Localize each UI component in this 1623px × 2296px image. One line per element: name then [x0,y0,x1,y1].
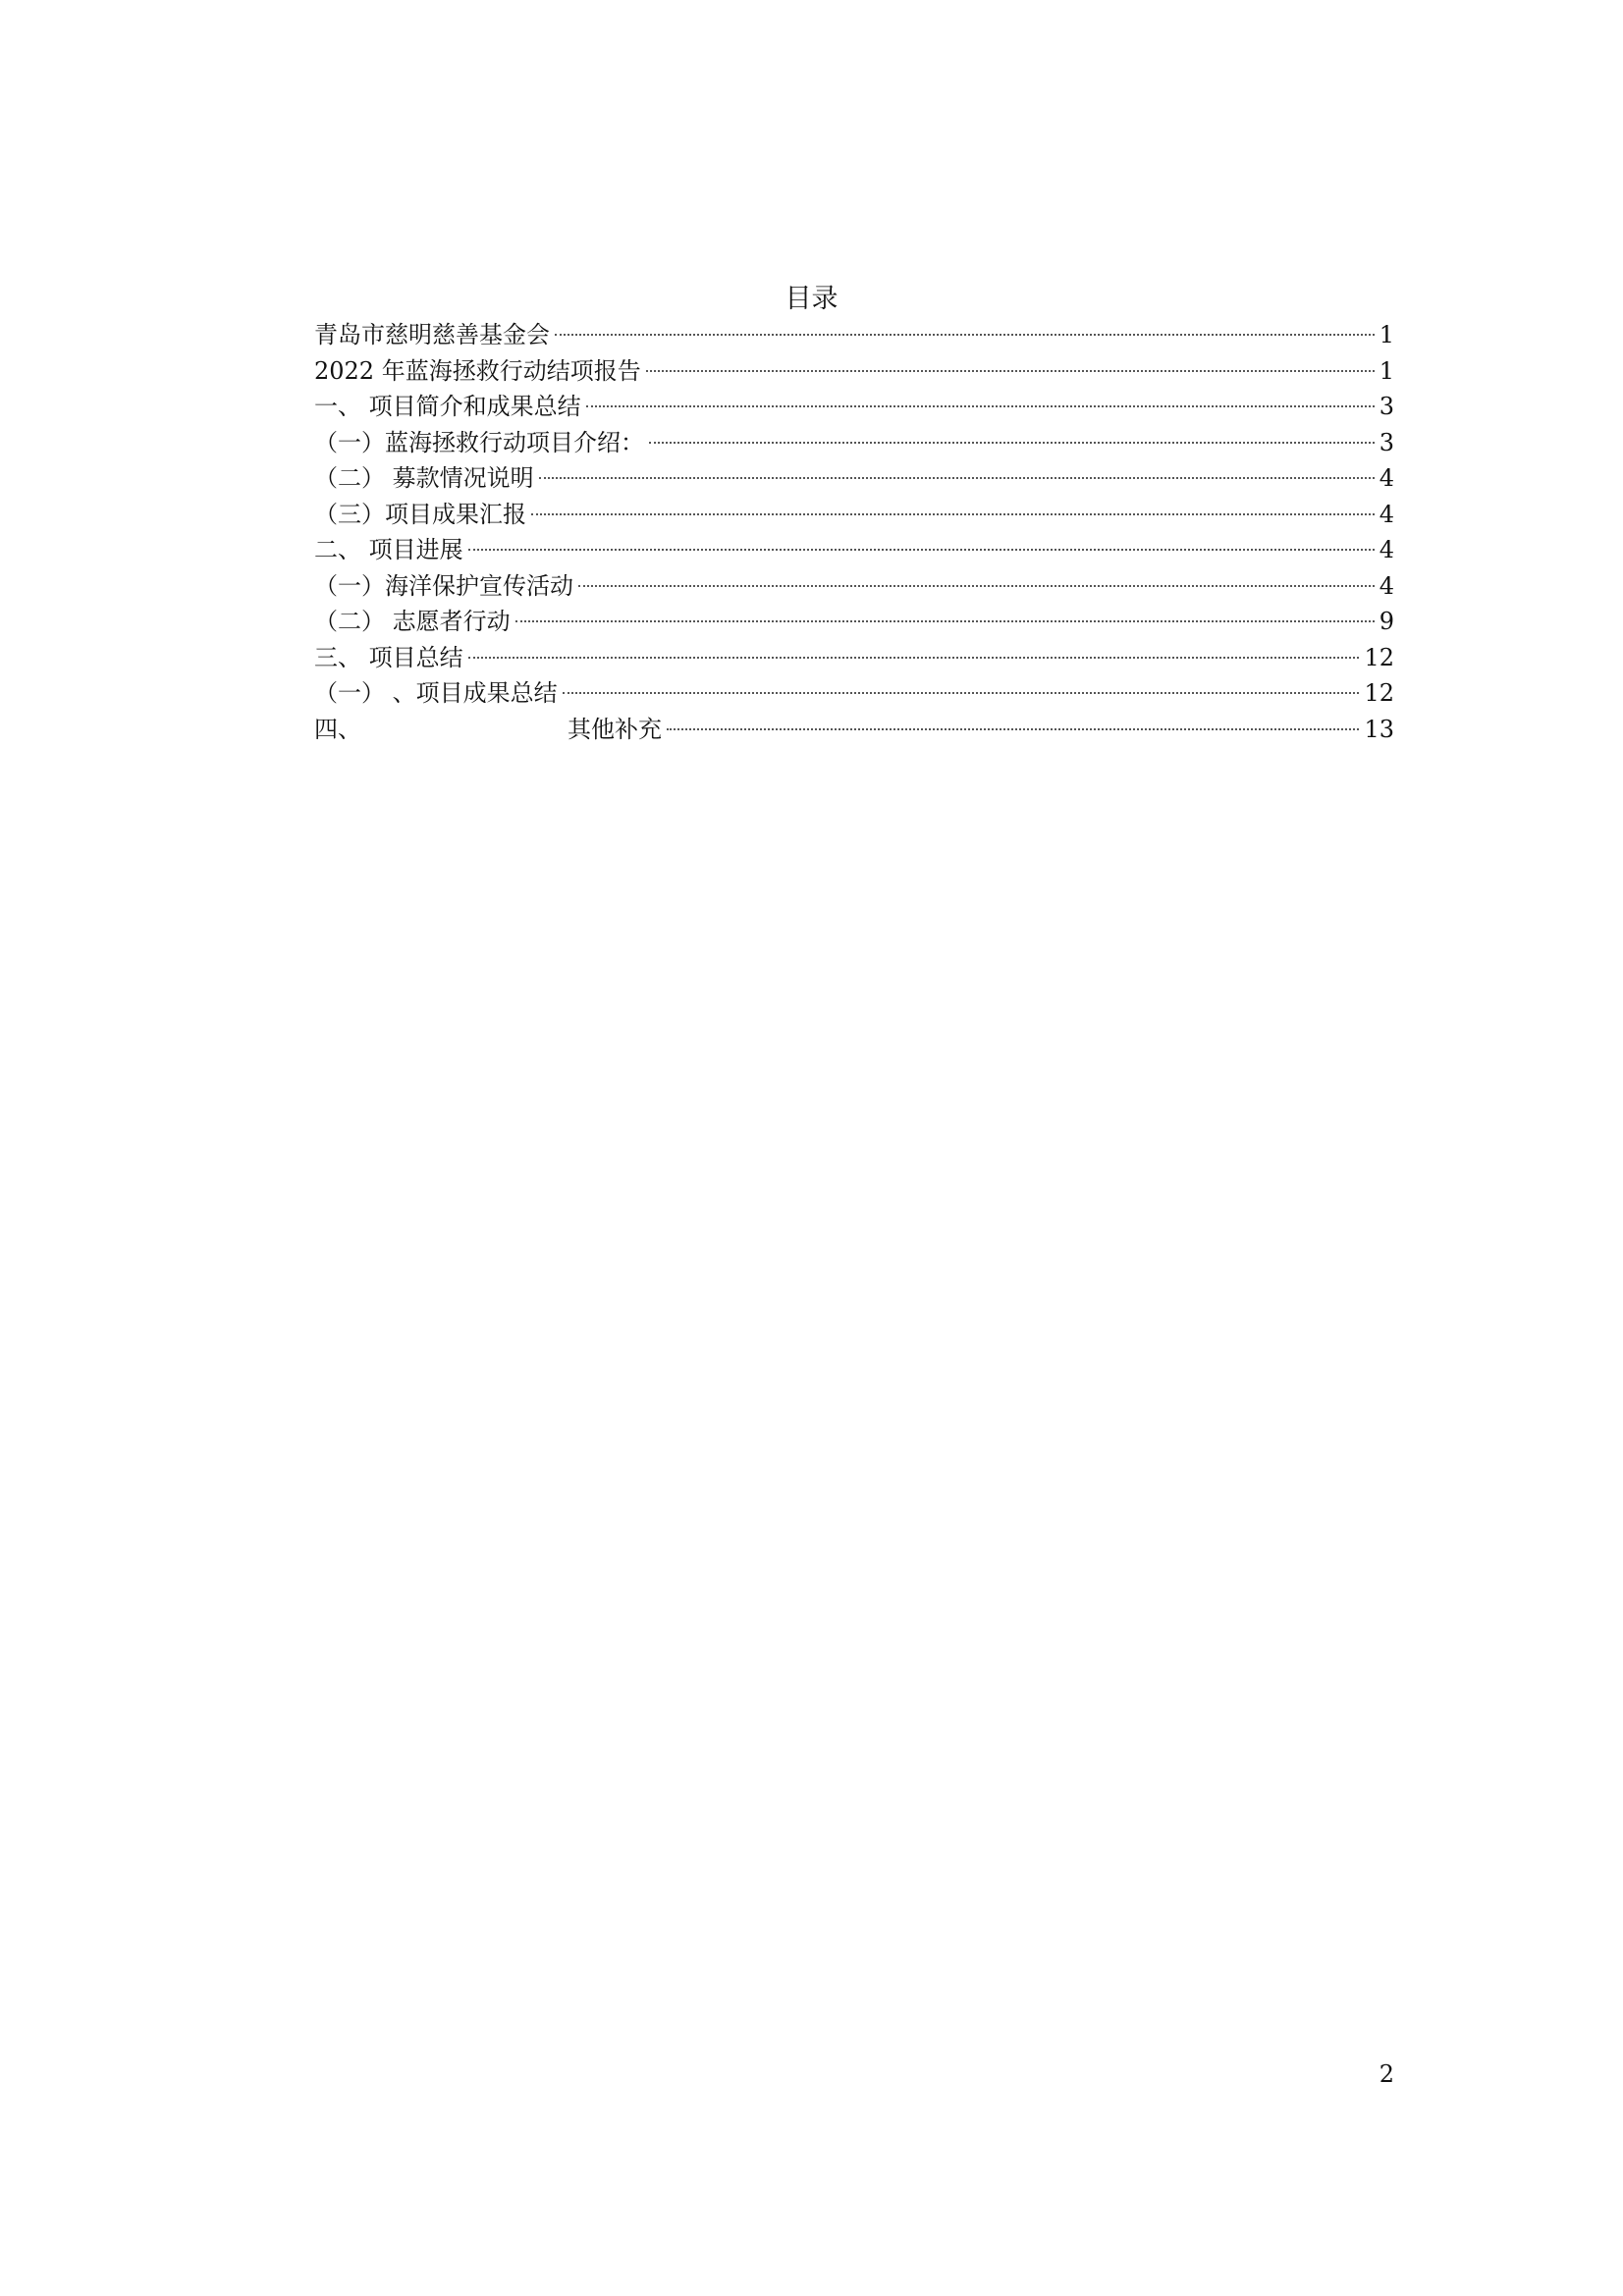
toc-leader-dots [586,405,1375,407]
toc-entry-text: 2022 年蓝海拯救行动结项报告 [314,356,641,385]
toc-entry-text: （三）项目成果汇报 [314,500,526,528]
toc-leader-dots [578,585,1375,587]
toc-entry[interactable] [314,460,1394,497]
toc-entry-page: 9 [1379,608,1394,635]
toc-leader-dots [667,728,1359,730]
toc-entry-text: 青岛市慈明慈善基金会 [314,321,550,348]
table-of-contents [314,317,1394,747]
toc-entry-page: 3 [1379,393,1394,420]
toc-leader-dots [539,477,1375,479]
toc-leader-dots [555,334,1375,336]
toc-leader-dots [563,692,1360,694]
toc-entry-text: （一）蓝海拯救行动项目介绍： [314,428,644,456]
toc-entry-page: 4 [1379,571,1394,600]
toc-entry-text: 其他补充 [568,715,662,743]
toc-entry-page: 3 [1379,428,1394,456]
toc-leader-dots [515,620,1375,622]
toc-entry-text: 二、 项目进展 [314,536,463,563]
toc-leader-dots [531,513,1375,515]
toc-leader-dots [468,657,1360,659]
toc-leader-dots [468,549,1375,551]
toc-leader-dots [646,370,1375,372]
toc-entry[interactable] [314,712,1394,748]
toc-leader-dots [649,442,1375,444]
toc-entry-text: 三、 项目总结 [314,643,463,671]
toc-entry-page: 4 [1379,464,1394,492]
toc-entry-page: 12 [1364,679,1394,707]
toc-entry-text: （二） 募款情况说明 [314,464,534,492]
toc-entry-page: 1 [1379,321,1394,348]
toc-entry-text: （二） 志愿者行动 [314,608,511,635]
toc-entry[interactable] [314,389,1394,425]
toc-title: 目录 [784,284,839,314]
page-number: 2 [1379,2060,1394,2088]
toc-entry[interactable] [314,317,1394,353]
toc-entry-text: （一） 、项目成果总结 [314,679,558,707]
toc-entry[interactable] [314,353,1394,390]
toc-entry[interactable] [314,675,1394,712]
toc-entry-page: 13 [1364,715,1394,743]
toc-entry[interactable] [314,532,1394,568]
toc-entry-page: 4 [1379,500,1394,528]
toc-entry[interactable] [314,497,1394,533]
toc-entry-prefix: 四、 [314,715,361,743]
toc-entry-page: 4 [1379,536,1394,563]
toc-entry[interactable] [314,568,1394,605]
toc-entry[interactable] [314,604,1394,640]
toc-entry-text: （一）海洋保护宣传活动 [314,571,573,600]
toc-entry-page: 1 [1379,356,1394,385]
toc-entry-text: 一、 项目简介和成果总结 [314,393,581,420]
toc-entry-page: 12 [1364,643,1394,671]
toc-entry[interactable] [314,425,1394,461]
toc-entry[interactable] [314,640,1394,676]
